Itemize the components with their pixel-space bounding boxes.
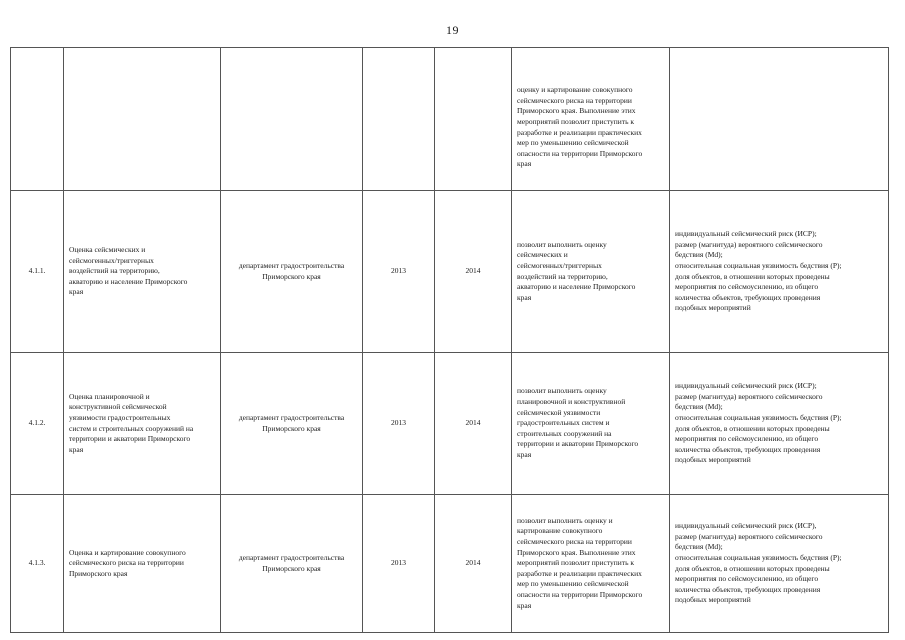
cell-start-year: 2013 bbox=[363, 191, 435, 353]
page-number: 19 bbox=[446, 23, 459, 37]
program-activities-table bbox=[10, 47, 889, 633]
cell-start-year bbox=[363, 48, 435, 191]
cell-end-year bbox=[435, 48, 512, 191]
cell-start-year: 2013 bbox=[363, 495, 435, 633]
cell-indicators: индивидуальный сейсмический риск (ИСР); размер (магнитуда) вероятного сейсмического бедствия (Md); относительная социальная уязвимость бедствия (P); доля объектов, в отношении которых проведены мероприятия по сейсмоусилению, из общего количества объектов, требующих проведения подобных мероприятий bbox=[670, 191, 889, 353]
cell-department: департамент градостроительства Приморского края bbox=[221, 191, 363, 353]
cell-number: 4.1.1. bbox=[11, 191, 64, 353]
cell-expected-result: позволит выполнить оценку планировочной и конструктивной сейсмической уязвимости градостроительных систем и строительных сооружений на территории и акватории Приморского края bbox=[512, 353, 670, 495]
cell-end-year: 2014 bbox=[435, 191, 512, 353]
cell-number bbox=[11, 48, 64, 191]
cell-end-year: 2014 bbox=[435, 353, 512, 495]
cell-end-year: 2014 bbox=[435, 495, 512, 633]
cell-expected-result: позволит выполнить оценку и картирование совокупного сейсмического риска на территории Приморского края. Выполнение этих мероприятий позволит приступить к разработке и реализации практических мер по уменьшению сейсмической опасности на территории Приморского края bbox=[512, 495, 670, 633]
cell-activity-name: Оценка и картирование совокупного сейсмического риска на территории Приморского края bbox=[64, 495, 221, 633]
cell-activity-name: Оценка планировочной и конструктивной сейсмической уязвимости градостроительных систем и строительных сооружений на территории и акватории Приморского края bbox=[64, 353, 221, 495]
cell-number: 4.1.2. bbox=[11, 353, 64, 495]
table-row bbox=[11, 353, 889, 495]
cell-department: департамент градостроительства Приморского края bbox=[221, 353, 363, 495]
cell-activity-name: Оценка сейсмических и сейсмогенных/триггерных воздействий на территорию, акваторию и население Приморского края bbox=[64, 191, 221, 353]
cell-department bbox=[221, 48, 363, 191]
cell-indicators bbox=[670, 48, 889, 191]
cell-start-year: 2013 bbox=[363, 353, 435, 495]
cell-expected-result: оценку и картирование совокупного сейсмического риска на территории Приморского края. Выполнение этих мероприятий позволит приступить к разработке и реализации практических мер по уменьшению сейсмической опасности на территории Приморского края bbox=[512, 48, 670, 191]
cell-expected-result: позволит выполнить оценку сейсмических и сейсмогенных/триггерных воздействий на территорию, акваторию и население Приморского края bbox=[512, 191, 670, 353]
cell-department: департамент градостроительства Приморского края bbox=[221, 495, 363, 633]
cell-indicators: индивидуальный сейсмический риск (ИСР), размер (магнитуда) вероятного сейсмического бедствия (Md); относительная социальная уязвимость бедствия (P); доля объектов, в отношении которых проведены мероприятия по сейсмоусилению, из общего количества объектов, требующих проведения подобных мероприятий bbox=[670, 495, 889, 633]
table-row bbox=[11, 191, 889, 353]
cell-number: 4.1.3. bbox=[11, 495, 64, 633]
cell-activity-name bbox=[64, 48, 221, 191]
cell-indicators: индивидуальный сейсмический риск (ИСР); размер (магнитуда) вероятного сейсмического бедствия (Md); относительная социальная уязвимость бедствия (P); доля объектов, в отношении которых проведены мероприятия по сейсмоусилению, из общего количества объектов, требующих проведения подобных мероприятий bbox=[670, 353, 889, 495]
table-row bbox=[11, 495, 889, 633]
table-row-continuation bbox=[11, 48, 889, 191]
